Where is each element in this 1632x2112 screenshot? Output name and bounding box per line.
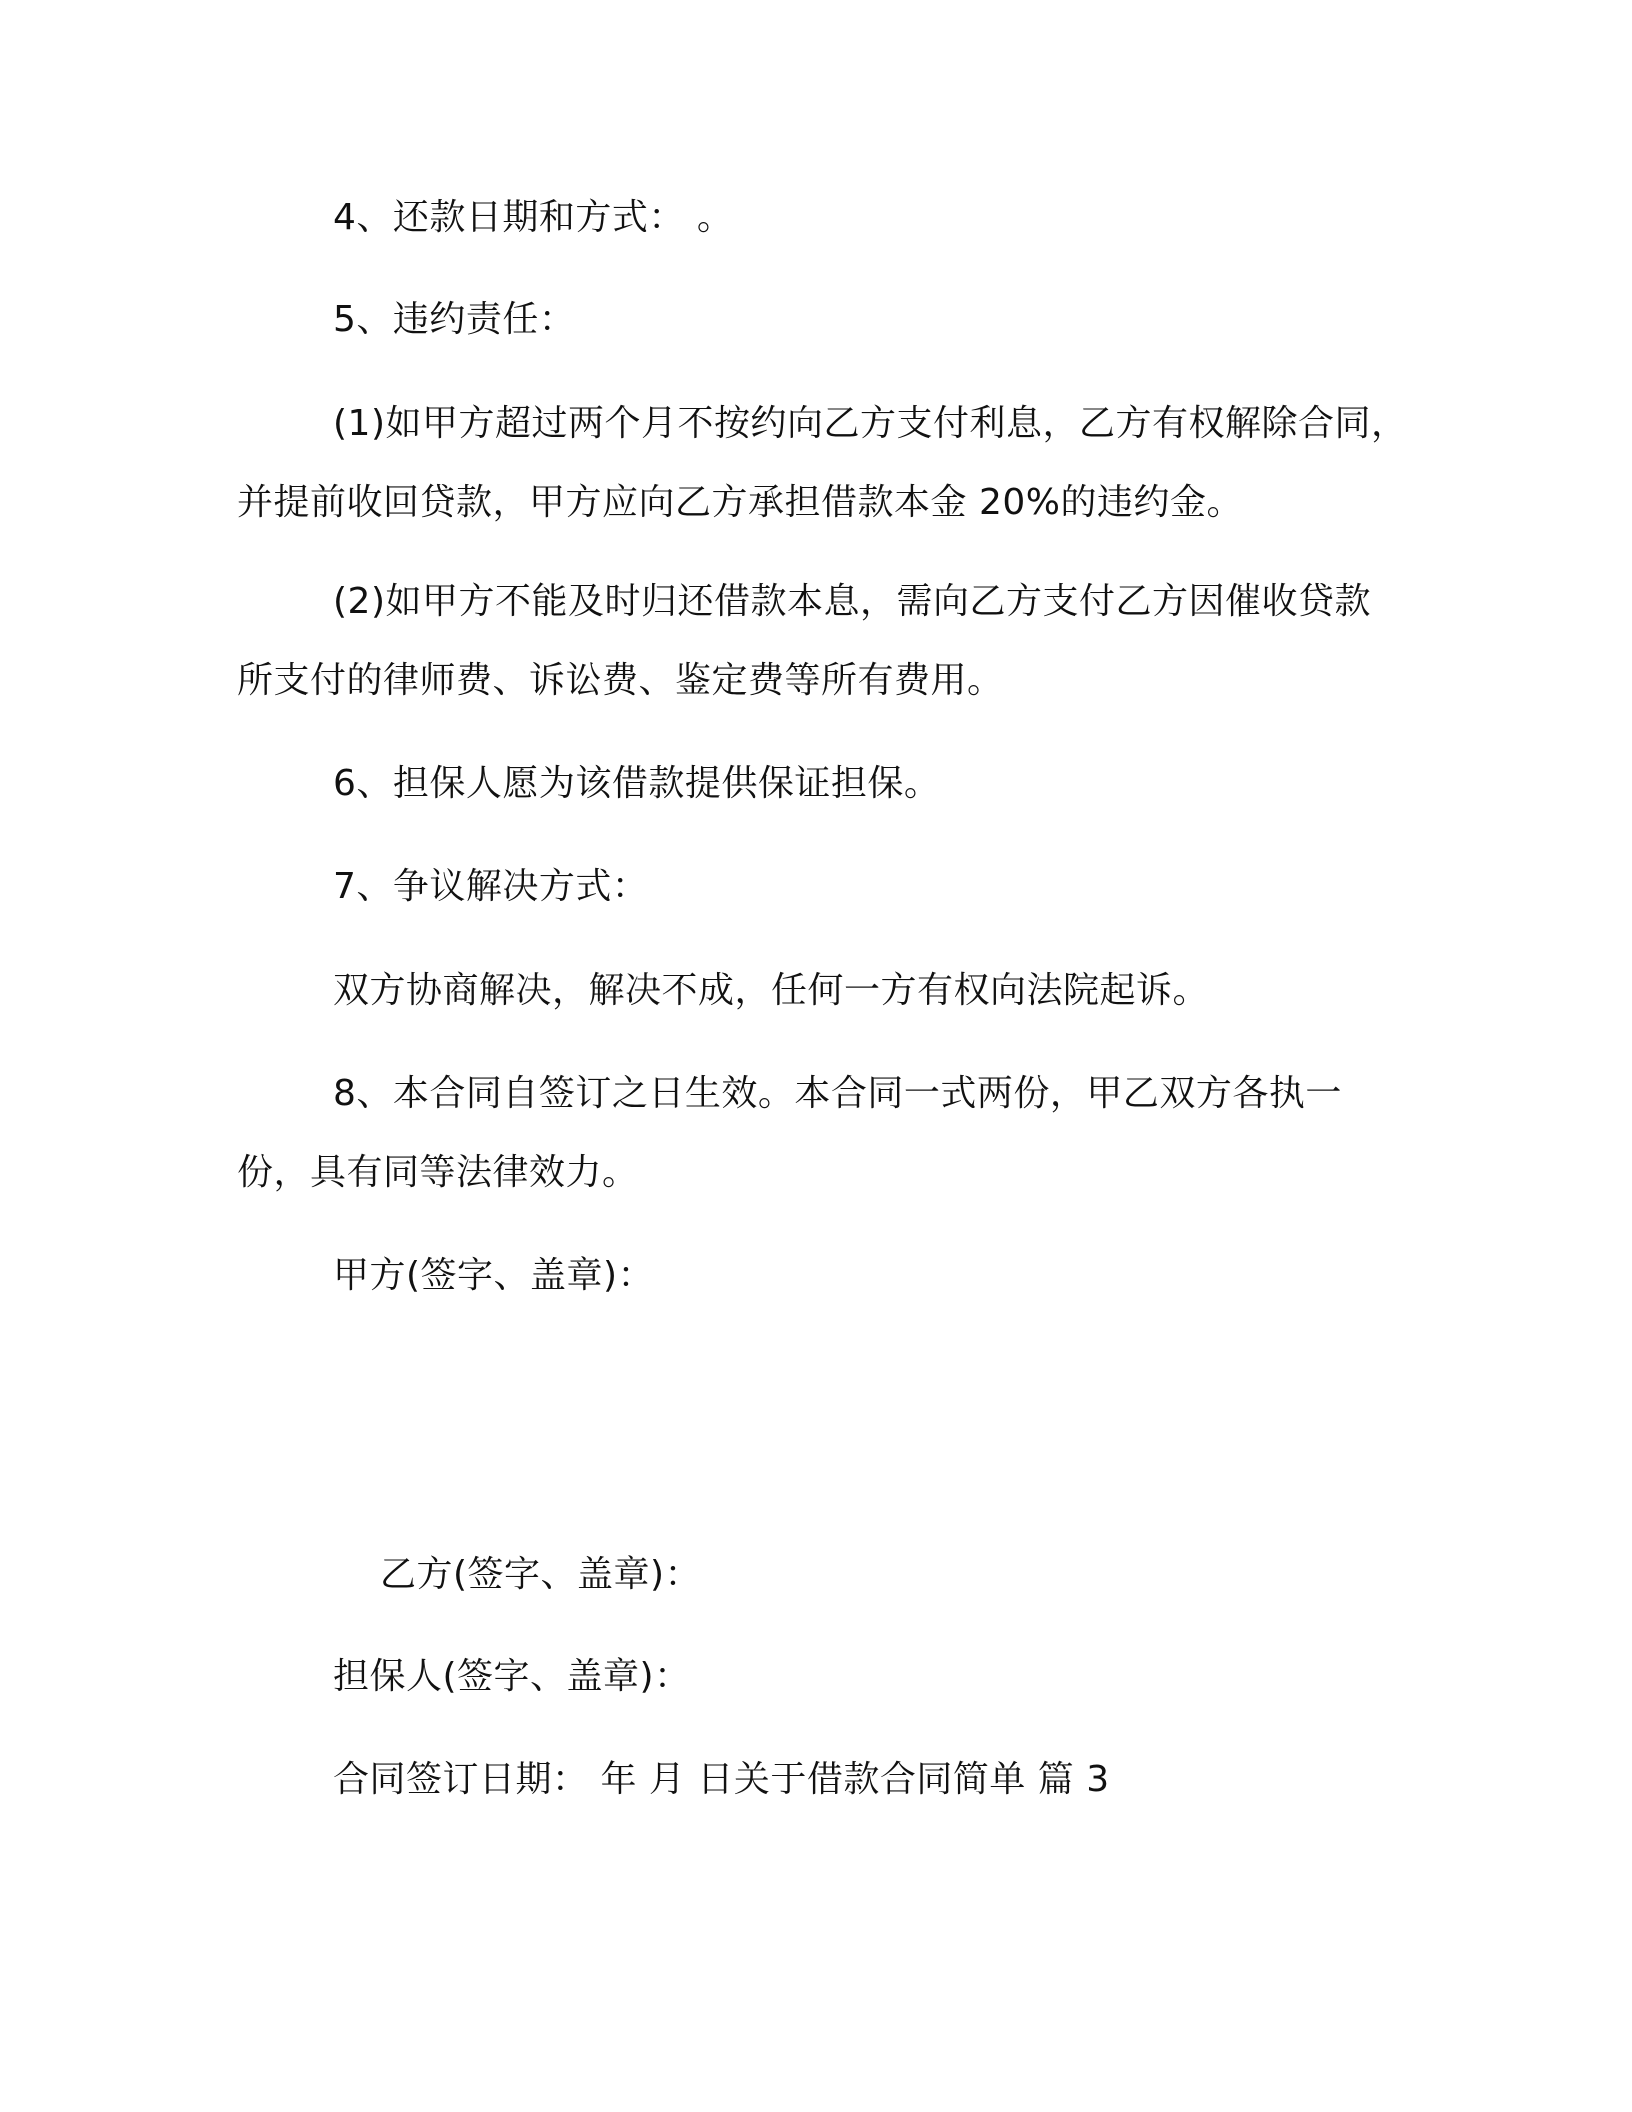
clause-7-heading: 7、争议解决方式： [333,866,649,907]
clause-5-heading: 5、违约责任： [333,299,576,340]
clause-5-1-line-2: 并提前收回贷款，甲方应向乙方承担借款本金 20%的违约金。 [237,482,1243,523]
clause-4-repayment: 4、还款日期和方式： 。 [333,197,734,238]
clause-6-guarantee: 6、担保人愿为该借款提供保证担保。 [333,763,941,804]
contract-date-line: 合同签订日期： 年 月 日关于借款合同简单 篇 3 [333,1759,1110,1800]
party-b-signature: 乙方(签字、盖章)： [380,1554,702,1595]
clause-8-line-1: 8、本合同自签订之日生效。本合同一式两份，甲乙双方各执一 [333,1073,1342,1114]
clause-5-2-line-1: (2)如甲方不能及时归还借款本息，需向乙方支付乙方因催收贷款 [333,581,1371,622]
guarantor-signature: 担保人(签字、盖章)： [333,1656,691,1697]
clause-7-resolution: 双方协商解决，解决不成，任何一方有权向法院起诉。 [333,970,1210,1011]
party-a-signature: 甲方(签字、盖章)： [333,1255,655,1296]
clause-5-2-line-2: 所支付的律师费、诉讼费、鉴定费等所有费用。 [237,660,1004,701]
clause-5-1-line-1: (1)如甲方超过两个月不按约向乙方支付利息，乙方有权解除合同， [333,403,1408,444]
clause-8-line-2: 份，具有同等法律效力。 [237,1152,639,1193]
